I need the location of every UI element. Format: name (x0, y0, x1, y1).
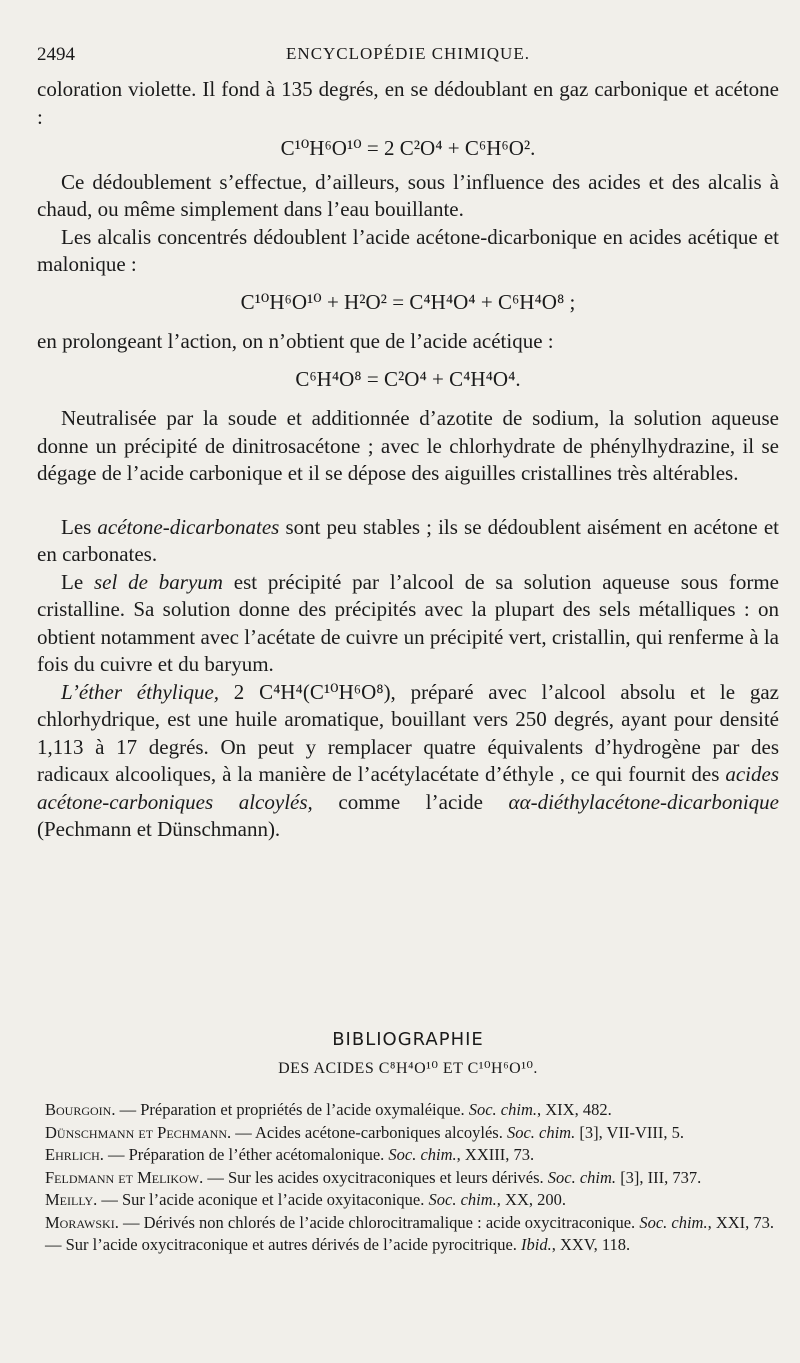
formula-1: C¹⁰H⁶O¹⁰ = 2 C²O⁴ + C⁶H⁶O². (280, 136, 536, 160)
reference-item: — Sur l’acide oxycitraconique et autres dérivés de l’acide pyrocitrique. Ibid., XXV, 118. (45, 1235, 631, 1254)
italic-term: acides acétone-carboniques alcoylés, (37, 762, 779, 814)
formula-2: C¹⁰H⁶O¹⁰ + H²O² = C⁴H⁴O⁴ + C⁶H⁴O⁸ ; (240, 289, 576, 314)
formula-3: C⁶H⁴O⁸ = C²O⁴ + C⁴H⁴O⁴. (295, 366, 521, 391)
reference-item: Bourgoin. — Préparation et propriétés de l’acide oxymaléique. Soc. chim., XIX, 482. (45, 1100, 612, 1119)
paragraph-7: Le sel de baryum est précipité par l’alcool de sa solution aqueuse sous forme cristalline. Sa solution donne des précipités avec la plupart des sels métalliques : on obtient notamment avec l’acétate de cuivre un précipité vert, cristallin, qui renferme à la fois du cuivre et du baryum. (37, 569, 779, 676)
italic-term: acétone-dicarbonates (97, 514, 280, 539)
running-header (37, 44, 779, 68)
bibliography-title: BIBLIOGRAPHIE (332, 1029, 484, 1050)
reference-item: Ehrlich. — Préparation de l’éther acétomalonique. Soc. chim., XXIII, 73. (45, 1145, 535, 1164)
reference-item: Morawski. — Dérivés non chlorés de l’acide chlorocitramalique : acide oxycitraconique. Soc. chim., XXI, 73. (45, 1212, 775, 1232)
paragraph-1: coloration violette. Il fond à 135 degrés, en se dédoublant en gaz carbonique et acétone : (37, 77, 779, 129)
paragraph-3: Les alcalis concentrés dédoublent l’acide acétone-dicarbonique en acides acétique et malonique : (37, 224, 779, 276)
paragraph-5: Neutralisée par la soude et additionnée d’azotite de sodium, la solution aqueuse donne un précipité de dinitrosacétone ; avec le chlorhydrate de phénylhydrazine, il se dégage de l’acide carbonique et il se dépose des aiguilles cristallines très altérables. (37, 406, 779, 485)
bibliography (37, 1029, 779, 1258)
reference-list (37, 1100, 779, 1256)
paragraph-6: Les acétone-dicarbonates sont peu stables ; ils se dédoublent aisément en acétone et en carbonates. (37, 514, 779, 566)
paragraph-8: L’éther éthylique, 2 C⁴H⁴(C¹⁰H⁶O⁸), préparé avec l’alcool absolu et le gaz chlorhydrique, est une huile aromatique, bouillant vers 250 degrés, ayant pour densité 1,113 à 17 degrés. On peut y remplacer quatre équivalents d’hydrogène par des radicaux alcooliques, à la manière de l’acétylacétate d’éthyle , ce qui fournit des acides acétone-carboniques alcoylés, comme l’acide αα-diéthylacétone-dicarbonique (Pechmann et Dünschmann). (37, 679, 780, 841)
italic-term: L’éther éthylique, (61, 679, 220, 704)
bibliography-subtitle: DES ACIDES C⁸H⁴O¹⁰ ET C¹⁰H⁶O¹⁰. (278, 1060, 538, 1077)
paragraph-4: en prolongeant l’action, on n’obtient que de l’acide acétique : (37, 329, 554, 353)
reference-item: Meilly. — Sur l’acide aconique et l’acide oxyitaconique. Soc. chim., XX, 200. (45, 1190, 566, 1209)
italic-term: sel de baryum (93, 569, 223, 594)
reference-item: Dünschmann et Pechmann. — Acides acétone-carboniques alcoylés. Soc. chim. [3], VII-VIII, 5. (45, 1122, 684, 1142)
page-number: 2494 (37, 44, 75, 65)
main-text (37, 76, 779, 844)
italic-term: αα-diéthylacétone-dicarbonique (508, 789, 780, 814)
reference-item: Feldmann et Melikow. — Sur les acides oxycitraconiques et leurs dérivés. Soc. chim. [3], III, 737. (45, 1167, 702, 1187)
paragraph-2: Ce dédoublement s’effectue, d’ailleurs, sous l’influence des acides et des alcalis à chaud, ou même simplement dans l’eau bouillante. (37, 169, 779, 221)
running-title: ENCYCLOPÉDIE CHIMIQUE. (286, 44, 530, 63)
